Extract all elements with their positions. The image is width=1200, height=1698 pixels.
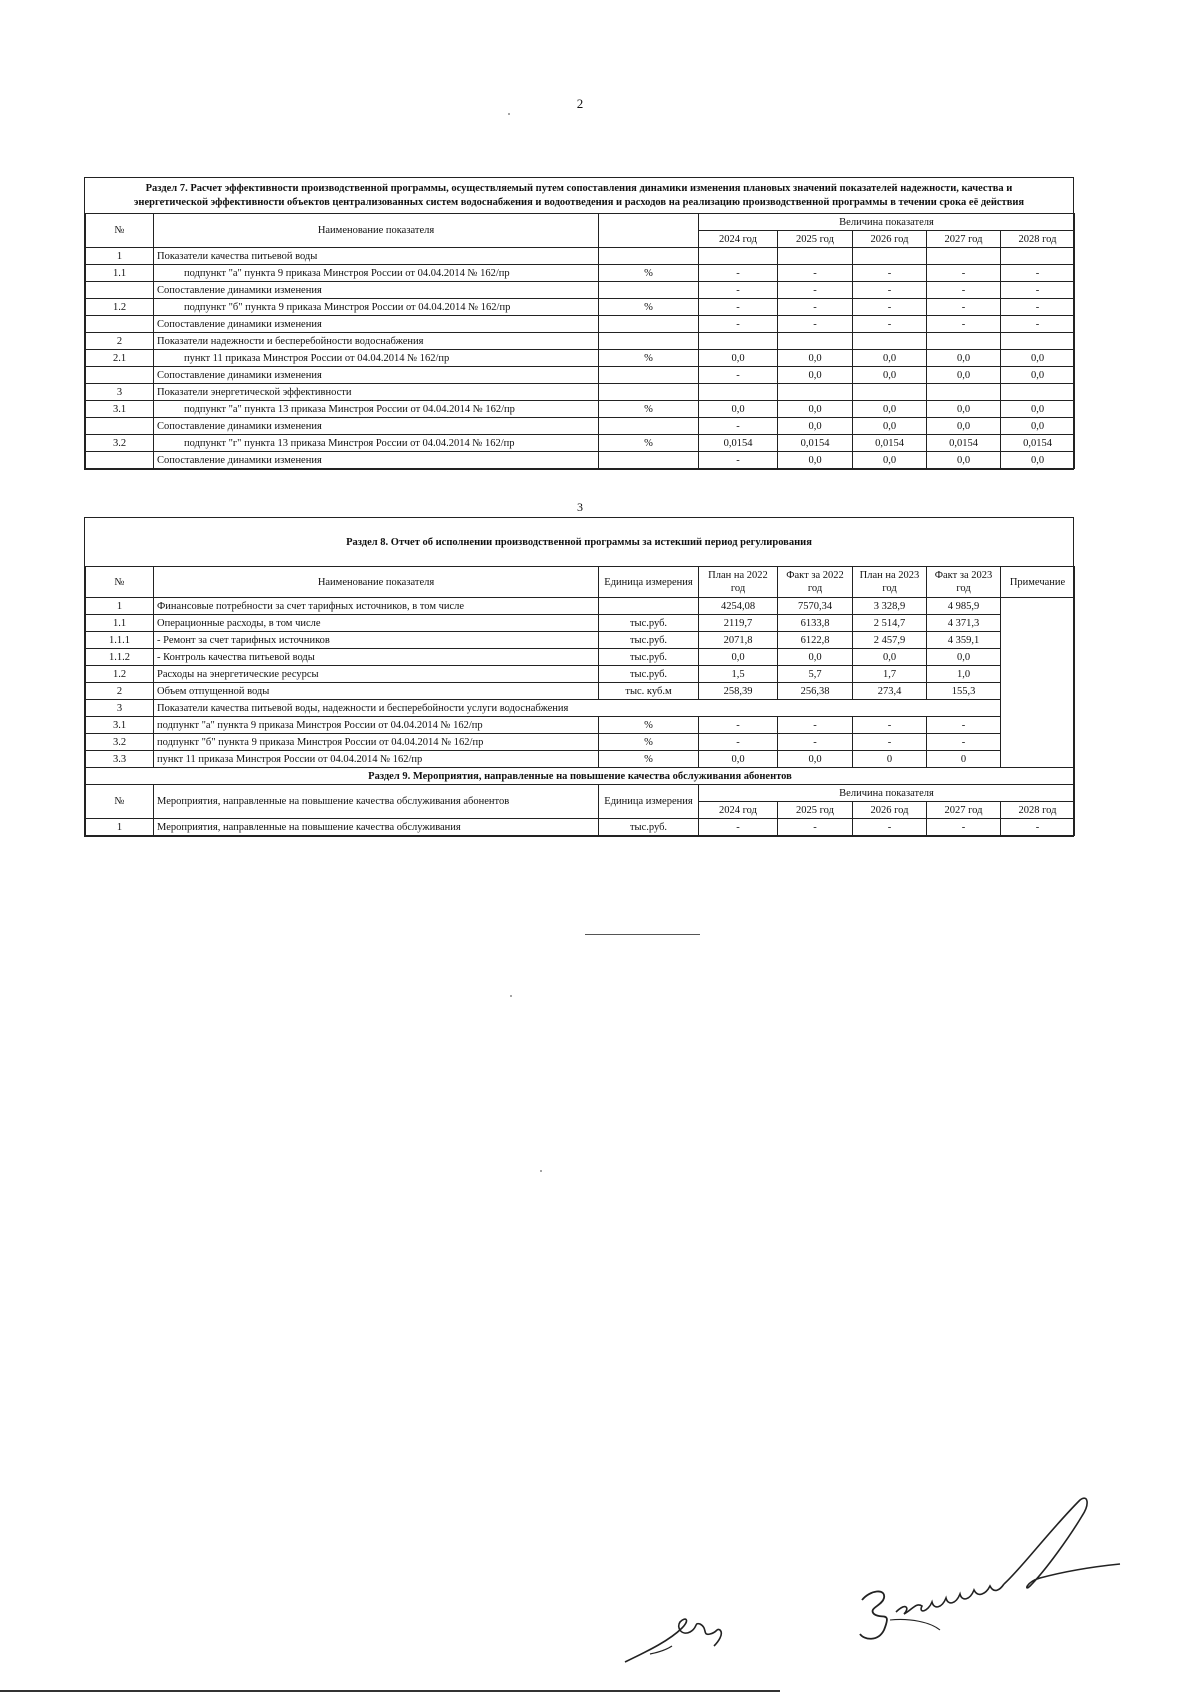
s7-row bbox=[86, 350, 1075, 367]
s8-row-name: Расходы на энергетические ресурсы bbox=[154, 666, 599, 683]
s7-row-no bbox=[86, 452, 154, 469]
inner-page-number: 3 bbox=[577, 500, 583, 514]
s9-row-value: - bbox=[1001, 819, 1075, 836]
s8-row-unit: % bbox=[599, 751, 699, 768]
s7-row-no: 1.2 bbox=[86, 299, 154, 316]
s8-row-value: 258,39 bbox=[699, 683, 778, 700]
s7-row-value: 0,0 bbox=[927, 418, 1001, 435]
s7-row-value: 0,0154 bbox=[699, 435, 778, 452]
s7-row-value bbox=[778, 333, 853, 350]
s7-row-unit: % bbox=[599, 435, 699, 452]
s7-row-no bbox=[86, 282, 154, 299]
section7-block bbox=[84, 177, 1074, 470]
s7-row-value: 0,0 bbox=[927, 350, 1001, 367]
signature-1 bbox=[620, 1570, 750, 1670]
s7-row-value: - bbox=[853, 282, 927, 299]
s8-row-name: подпункт "б" пункта 9 приказа Минстроя России от 04.04.2014 № 162/пр bbox=[154, 734, 599, 751]
page-bottom-edge bbox=[0, 1690, 780, 1692]
s8-row-value: 6133,8 bbox=[778, 615, 853, 632]
s7-row-no: 2.1 bbox=[86, 350, 154, 367]
s7-row-value: 0,0 bbox=[853, 350, 927, 367]
s9-year: 2027 год bbox=[927, 802, 1001, 819]
s7-row-value: 0,0154 bbox=[853, 435, 927, 452]
signature-2 bbox=[850, 1490, 1130, 1660]
s7-row-value: 0,0 bbox=[1001, 401, 1075, 418]
s7-row-no: 3.1 bbox=[86, 401, 154, 418]
s8-row-name: подпункт "а" пункта 9 приказа Минстроя России от 04.04.2014 № 162/пр bbox=[154, 717, 599, 734]
s7-row-name: Показатели энергетической эффективности bbox=[154, 384, 599, 401]
s7-year: 2026 год bbox=[853, 231, 927, 248]
s7-row bbox=[86, 282, 1075, 299]
s7-row-value: 0,0 bbox=[778, 401, 853, 418]
s7-row-value: - bbox=[853, 299, 927, 316]
s8-row-value: 0 bbox=[927, 751, 1001, 768]
s8-row-no: 1.1.1 bbox=[86, 632, 154, 649]
s8-row-no: 1 bbox=[86, 598, 154, 615]
s7-row-value: 0,0 bbox=[853, 367, 927, 384]
s7-row-value: - bbox=[699, 265, 778, 282]
s7-row-value: 0,0 bbox=[853, 401, 927, 418]
s7-row-value: 0,0154 bbox=[778, 435, 853, 452]
s8-row-value: 155,3 bbox=[927, 683, 1001, 700]
s8-row-value: 1,0 bbox=[927, 666, 1001, 683]
s7-row-no bbox=[86, 316, 154, 333]
s7-row-value: - bbox=[778, 265, 853, 282]
s8-row-value: 0 bbox=[853, 751, 927, 768]
s8-row bbox=[86, 751, 1075, 768]
s7-row-no bbox=[86, 418, 154, 435]
s7-row-no: 3 bbox=[86, 384, 154, 401]
s7-row-value: - bbox=[927, 316, 1001, 333]
s7-col-value: Величина показателя bbox=[699, 214, 1075, 231]
s8-row bbox=[86, 683, 1075, 700]
s9-row bbox=[86, 819, 1075, 836]
s8-row-unit: тыс.руб. bbox=[599, 615, 699, 632]
s7-row-value: 0,0 bbox=[853, 452, 927, 469]
s8-col-plan23: План на 2023 год bbox=[853, 567, 927, 598]
s9-col-name: Мероприятия, направленные на повышение качества обслуживания абонентов bbox=[154, 785, 599, 819]
s7-row-value: 0,0 bbox=[699, 350, 778, 367]
s7-row-no: 3.2 bbox=[86, 435, 154, 452]
s8-col-note: Примечание bbox=[1001, 567, 1075, 598]
s7-year: 2028 год bbox=[1001, 231, 1075, 248]
s7-row-value bbox=[699, 384, 778, 401]
s9-col-unit: Единица измерения bbox=[599, 785, 699, 819]
s8-row-value: 2 514,7 bbox=[853, 615, 927, 632]
s8-row-no: 3.1 bbox=[86, 717, 154, 734]
s8-row-value: - bbox=[699, 734, 778, 751]
s7-row-no: 1 bbox=[86, 248, 154, 265]
s7-row-unit: % bbox=[599, 299, 699, 316]
section8-title: Раздел 8. Отчет об исполнении производственной программы за истекший период регулирования bbox=[346, 537, 812, 548]
s7-row-value: 0,0 bbox=[699, 401, 778, 418]
s8-row bbox=[86, 649, 1075, 666]
s8-row-value: 2071,8 bbox=[699, 632, 778, 649]
s7-row-value bbox=[853, 248, 927, 265]
s7-row bbox=[86, 265, 1075, 282]
s7-col-no: № bbox=[86, 214, 154, 248]
s7-row-unit: % bbox=[599, 401, 699, 418]
s7-row-value: - bbox=[1001, 265, 1075, 282]
s7-row-no bbox=[86, 367, 154, 384]
s9-col-value: Величина показателя bbox=[699, 785, 1075, 802]
s8-row-value: 0,0 bbox=[927, 649, 1001, 666]
s8-col-unit: Единица измерения bbox=[599, 567, 699, 598]
s8-row-value: - bbox=[853, 734, 927, 751]
s7-row bbox=[86, 435, 1075, 452]
s8-row-value: 0,0 bbox=[778, 649, 853, 666]
s7-row bbox=[86, 401, 1075, 418]
s9-row-value: - bbox=[853, 819, 927, 836]
s7-row-value: 0,0154 bbox=[1001, 435, 1075, 452]
s7-row-unit: % bbox=[599, 265, 699, 282]
s8-row-value: 6122,8 bbox=[778, 632, 853, 649]
s7-row-value bbox=[927, 384, 1001, 401]
s8-row bbox=[86, 615, 1075, 632]
s8-col-fact23: Факт за 2023 год bbox=[927, 567, 1001, 598]
s7-row-value: - bbox=[853, 316, 927, 333]
s7-year: 2024 год bbox=[699, 231, 778, 248]
s7-row-no: 2 bbox=[86, 333, 154, 350]
page-number: 2 bbox=[576, 96, 584, 111]
s8-col-plan22: План на 2022 год bbox=[699, 567, 778, 598]
s8-col-fact22: Факт за 2022 год bbox=[778, 567, 853, 598]
s8-row bbox=[86, 666, 1075, 683]
s8-row bbox=[86, 598, 1075, 615]
s9-row-name: Мероприятия, направленные на повышение качества обслуживания bbox=[154, 819, 599, 836]
s8-row-value: 0,0 bbox=[853, 649, 927, 666]
s9-row-no: 1 bbox=[86, 819, 154, 836]
s7-row-value: 0,0 bbox=[853, 418, 927, 435]
s8-row-unit: % bbox=[599, 717, 699, 734]
s7-row-value: - bbox=[1001, 299, 1075, 316]
s8-row bbox=[86, 632, 1075, 649]
s7-row-value: 0,0 bbox=[927, 401, 1001, 418]
s7-row bbox=[86, 316, 1075, 333]
s7-row-name: подпункт "г" пункта 13 приказа Минстроя России от 04.04.2014 № 162/пр bbox=[154, 435, 599, 452]
s8-row-unit: тыс. куб.м bbox=[599, 683, 699, 700]
s7-row-name: Показатели надежности и бесперебойности водоснабжения bbox=[154, 333, 599, 350]
section7-table bbox=[85, 213, 1075, 469]
s7-row-value bbox=[853, 333, 927, 350]
s7-row-name: подпункт "а" пункта 13 приказа Минстроя России от 04.04.2014 № 162/пр bbox=[154, 401, 599, 418]
s7-row-value: - bbox=[778, 316, 853, 333]
s7-row-name: пункт 11 приказа Минстроя России от 04.04.2014 № 162/пр bbox=[154, 350, 599, 367]
s7-row-value: - bbox=[853, 265, 927, 282]
s7-row-value: 0,0 bbox=[927, 367, 1001, 384]
s8-row bbox=[86, 734, 1075, 751]
s7-row-unit bbox=[599, 316, 699, 333]
s7-row bbox=[86, 299, 1075, 316]
s7-row-value bbox=[1001, 384, 1075, 401]
s8-row-value: 4254,08 bbox=[699, 598, 778, 615]
s7-row-value: - bbox=[1001, 316, 1075, 333]
s7-row-value: - bbox=[699, 418, 778, 435]
s8-row-value: - bbox=[853, 717, 927, 734]
section9-title: Раздел 9. Мероприятия, направленные на повышение качества обслуживания абонентов bbox=[86, 768, 1075, 785]
s8-row-value: 4 371,3 bbox=[927, 615, 1001, 632]
s9-row-value: - bbox=[927, 819, 1001, 836]
s8-row-unit bbox=[599, 598, 699, 615]
s7-row-value bbox=[927, 248, 1001, 265]
s8-row-no: 3.3 bbox=[86, 751, 154, 768]
s8-row-no: 3.2 bbox=[86, 734, 154, 751]
s8-row-value: 0,0 bbox=[699, 751, 778, 768]
s8-row-value: 5,7 bbox=[778, 666, 853, 683]
s7-row-value bbox=[1001, 333, 1075, 350]
scan-speck bbox=[540, 1170, 542, 1172]
s7-row-value: 0,0154 bbox=[927, 435, 1001, 452]
s8-row-value: 0,0 bbox=[699, 649, 778, 666]
separator-line bbox=[585, 934, 700, 935]
s8-row-no: 2 bbox=[86, 683, 154, 700]
s9-year: 2024 год bbox=[699, 802, 778, 819]
s8-row-no: 1.1.2 bbox=[86, 649, 154, 666]
s7-col-unit bbox=[599, 214, 699, 248]
s7-row-value: - bbox=[927, 299, 1001, 316]
s7-row-value: - bbox=[1001, 282, 1075, 299]
s7-row-name: Сопоставление динамики изменения bbox=[154, 316, 599, 333]
s7-row bbox=[86, 384, 1075, 401]
s8-row-name: - Ремонт за счет тарифных источников bbox=[154, 632, 599, 649]
s7-year: 2025 год bbox=[778, 231, 853, 248]
s9-row-unit: тыс.руб. bbox=[599, 819, 699, 836]
s7-row bbox=[86, 418, 1075, 435]
s7-row-value: - bbox=[699, 299, 778, 316]
s8-row-no: 3 bbox=[86, 700, 154, 717]
s7-row-value: - bbox=[699, 282, 778, 299]
s8-row-name: пункт 11 приказа Минстроя России от 04.04.2014 № 162/пр bbox=[154, 751, 599, 768]
s7-row-value bbox=[853, 384, 927, 401]
s7-row-unit: % bbox=[599, 350, 699, 367]
s7-row-value bbox=[699, 333, 778, 350]
s8-row-value: 273,4 bbox=[853, 683, 927, 700]
s8-row-value: 2 457,9 bbox=[853, 632, 927, 649]
s8-row-value: 1,5 bbox=[699, 666, 778, 683]
s8-row-value: - bbox=[927, 734, 1001, 751]
s8-row-value: - bbox=[778, 734, 853, 751]
s8-row-value: 7570,34 bbox=[778, 598, 853, 615]
s8-row-value: 0,0 bbox=[778, 751, 853, 768]
s8-row-value: 2119,7 bbox=[699, 615, 778, 632]
s8-row-name: Операционные расходы, в том числе bbox=[154, 615, 599, 632]
s8-row-value: 4 985,9 bbox=[927, 598, 1001, 615]
s7-row bbox=[86, 452, 1075, 469]
s7-row-value: 0,0 bbox=[778, 350, 853, 367]
s7-row-value: - bbox=[699, 452, 778, 469]
s7-row-value: 0,0 bbox=[1001, 452, 1075, 469]
s7-row-name: подпункт "б" пункта 9 приказа Минстроя России от 04.04.2014 № 162/пр bbox=[154, 299, 599, 316]
s7-row-value: 0,0 bbox=[1001, 418, 1075, 435]
s8-col-no: № bbox=[86, 567, 154, 598]
s8-row-name: - Контроль качества питьевой воды bbox=[154, 649, 599, 666]
s8-row bbox=[86, 700, 1075, 717]
s7-row-value bbox=[927, 333, 1001, 350]
s7-row bbox=[86, 333, 1075, 350]
s7-row-value: - bbox=[778, 299, 853, 316]
s7-row-value: - bbox=[927, 265, 1001, 282]
s8-row-unit: тыс.руб. bbox=[599, 632, 699, 649]
s7-row-value bbox=[778, 248, 853, 265]
s9-col-no: № bbox=[86, 785, 154, 819]
s8-row-value: - bbox=[778, 717, 853, 734]
scan-speck bbox=[510, 995, 512, 997]
s7-row-value: - bbox=[778, 282, 853, 299]
s8-row-unit: % bbox=[599, 734, 699, 751]
s7-row-value: - bbox=[699, 316, 778, 333]
s7-row-value: 0,0 bbox=[778, 418, 853, 435]
section8-table bbox=[85, 566, 1075, 836]
s7-row-name: Сопоставление динамики изменения bbox=[154, 418, 599, 435]
s7-row-value: 0,0 bbox=[778, 452, 853, 469]
s7-row-unit bbox=[599, 418, 699, 435]
s7-row bbox=[86, 367, 1075, 384]
s7-col-name: Наименование показателя bbox=[154, 214, 599, 248]
s7-row bbox=[86, 248, 1075, 265]
s8-row-name: Показатели качества питьевой воды, надежности и бесперебойности услуги водоснабжения bbox=[154, 700, 1001, 717]
s8-row-name: Финансовые потребности за счет тарифных источников, в том числе bbox=[154, 598, 599, 615]
s7-row-unit bbox=[599, 452, 699, 469]
s7-row-value: - bbox=[699, 367, 778, 384]
s8-col-name: Наименование показателя bbox=[154, 567, 599, 598]
s7-row-name: Сопоставление динамики изменения bbox=[154, 282, 599, 299]
s7-row-unit bbox=[599, 333, 699, 350]
s7-year: 2027 год bbox=[927, 231, 1001, 248]
s7-row-value: 0,0 bbox=[1001, 350, 1075, 367]
s9-row-value: - bbox=[778, 819, 853, 836]
s9-year: 2026 год bbox=[853, 802, 927, 819]
s7-row-value bbox=[699, 248, 778, 265]
s8-row-no: 1.1 bbox=[86, 615, 154, 632]
s8-row-value: - bbox=[927, 717, 1001, 734]
s9-year: 2025 год bbox=[778, 802, 853, 819]
s7-row-name: Сопоставление динамики изменения bbox=[154, 452, 599, 469]
s8-note-cell bbox=[1001, 598, 1075, 768]
s8-row-value: 3 328,9 bbox=[853, 598, 927, 615]
s8-row-name: Объем отпущенной воды bbox=[154, 683, 599, 700]
s9-year: 2028 год bbox=[1001, 802, 1075, 819]
s8-row bbox=[86, 717, 1075, 734]
s8-row-value: 4 359,1 bbox=[927, 632, 1001, 649]
s7-row-unit bbox=[599, 282, 699, 299]
s8-row-value: 1,7 bbox=[853, 666, 927, 683]
s7-row-no: 1.1 bbox=[86, 265, 154, 282]
scan-speck bbox=[508, 113, 510, 115]
s7-row-value: 0,0 bbox=[778, 367, 853, 384]
s8-row-unit: тыс.руб. bbox=[599, 666, 699, 683]
s9-row-value: - bbox=[699, 819, 778, 836]
s8-row-unit: тыс.руб. bbox=[599, 649, 699, 666]
s7-row-value bbox=[778, 384, 853, 401]
s7-row-value: - bbox=[927, 282, 1001, 299]
s7-row-unit bbox=[599, 367, 699, 384]
section8-block bbox=[84, 517, 1074, 837]
s8-row-value: 256,38 bbox=[778, 683, 853, 700]
s7-row-value: 0,0 bbox=[927, 452, 1001, 469]
section7-title: Раздел 7. Расчет эффективности производственной программы, осуществляемый путем сопоставления динамики изменения плановых значений показателей надежности, качества и энергетической эффективности объектов централизованных систем водоснабжения и водоотведения и расходов на реализацию производственной программы в течении срока её действия bbox=[133, 183, 1025, 208]
s7-row-value bbox=[1001, 248, 1075, 265]
s7-row-name: Показатели качества питьевой воды bbox=[154, 248, 599, 265]
s7-row-name: подпункт "а" пункта 9 приказа Минстроя России от 04.04.2014 № 162/пр bbox=[154, 265, 599, 282]
s7-row-name: Сопоставление динамики изменения bbox=[154, 367, 599, 384]
s7-row-unit bbox=[599, 248, 699, 265]
s8-row-no: 1.2 bbox=[86, 666, 154, 683]
s8-row-value: - bbox=[699, 717, 778, 734]
s7-row-value: 0,0 bbox=[1001, 367, 1075, 384]
s7-row-unit bbox=[599, 384, 699, 401]
